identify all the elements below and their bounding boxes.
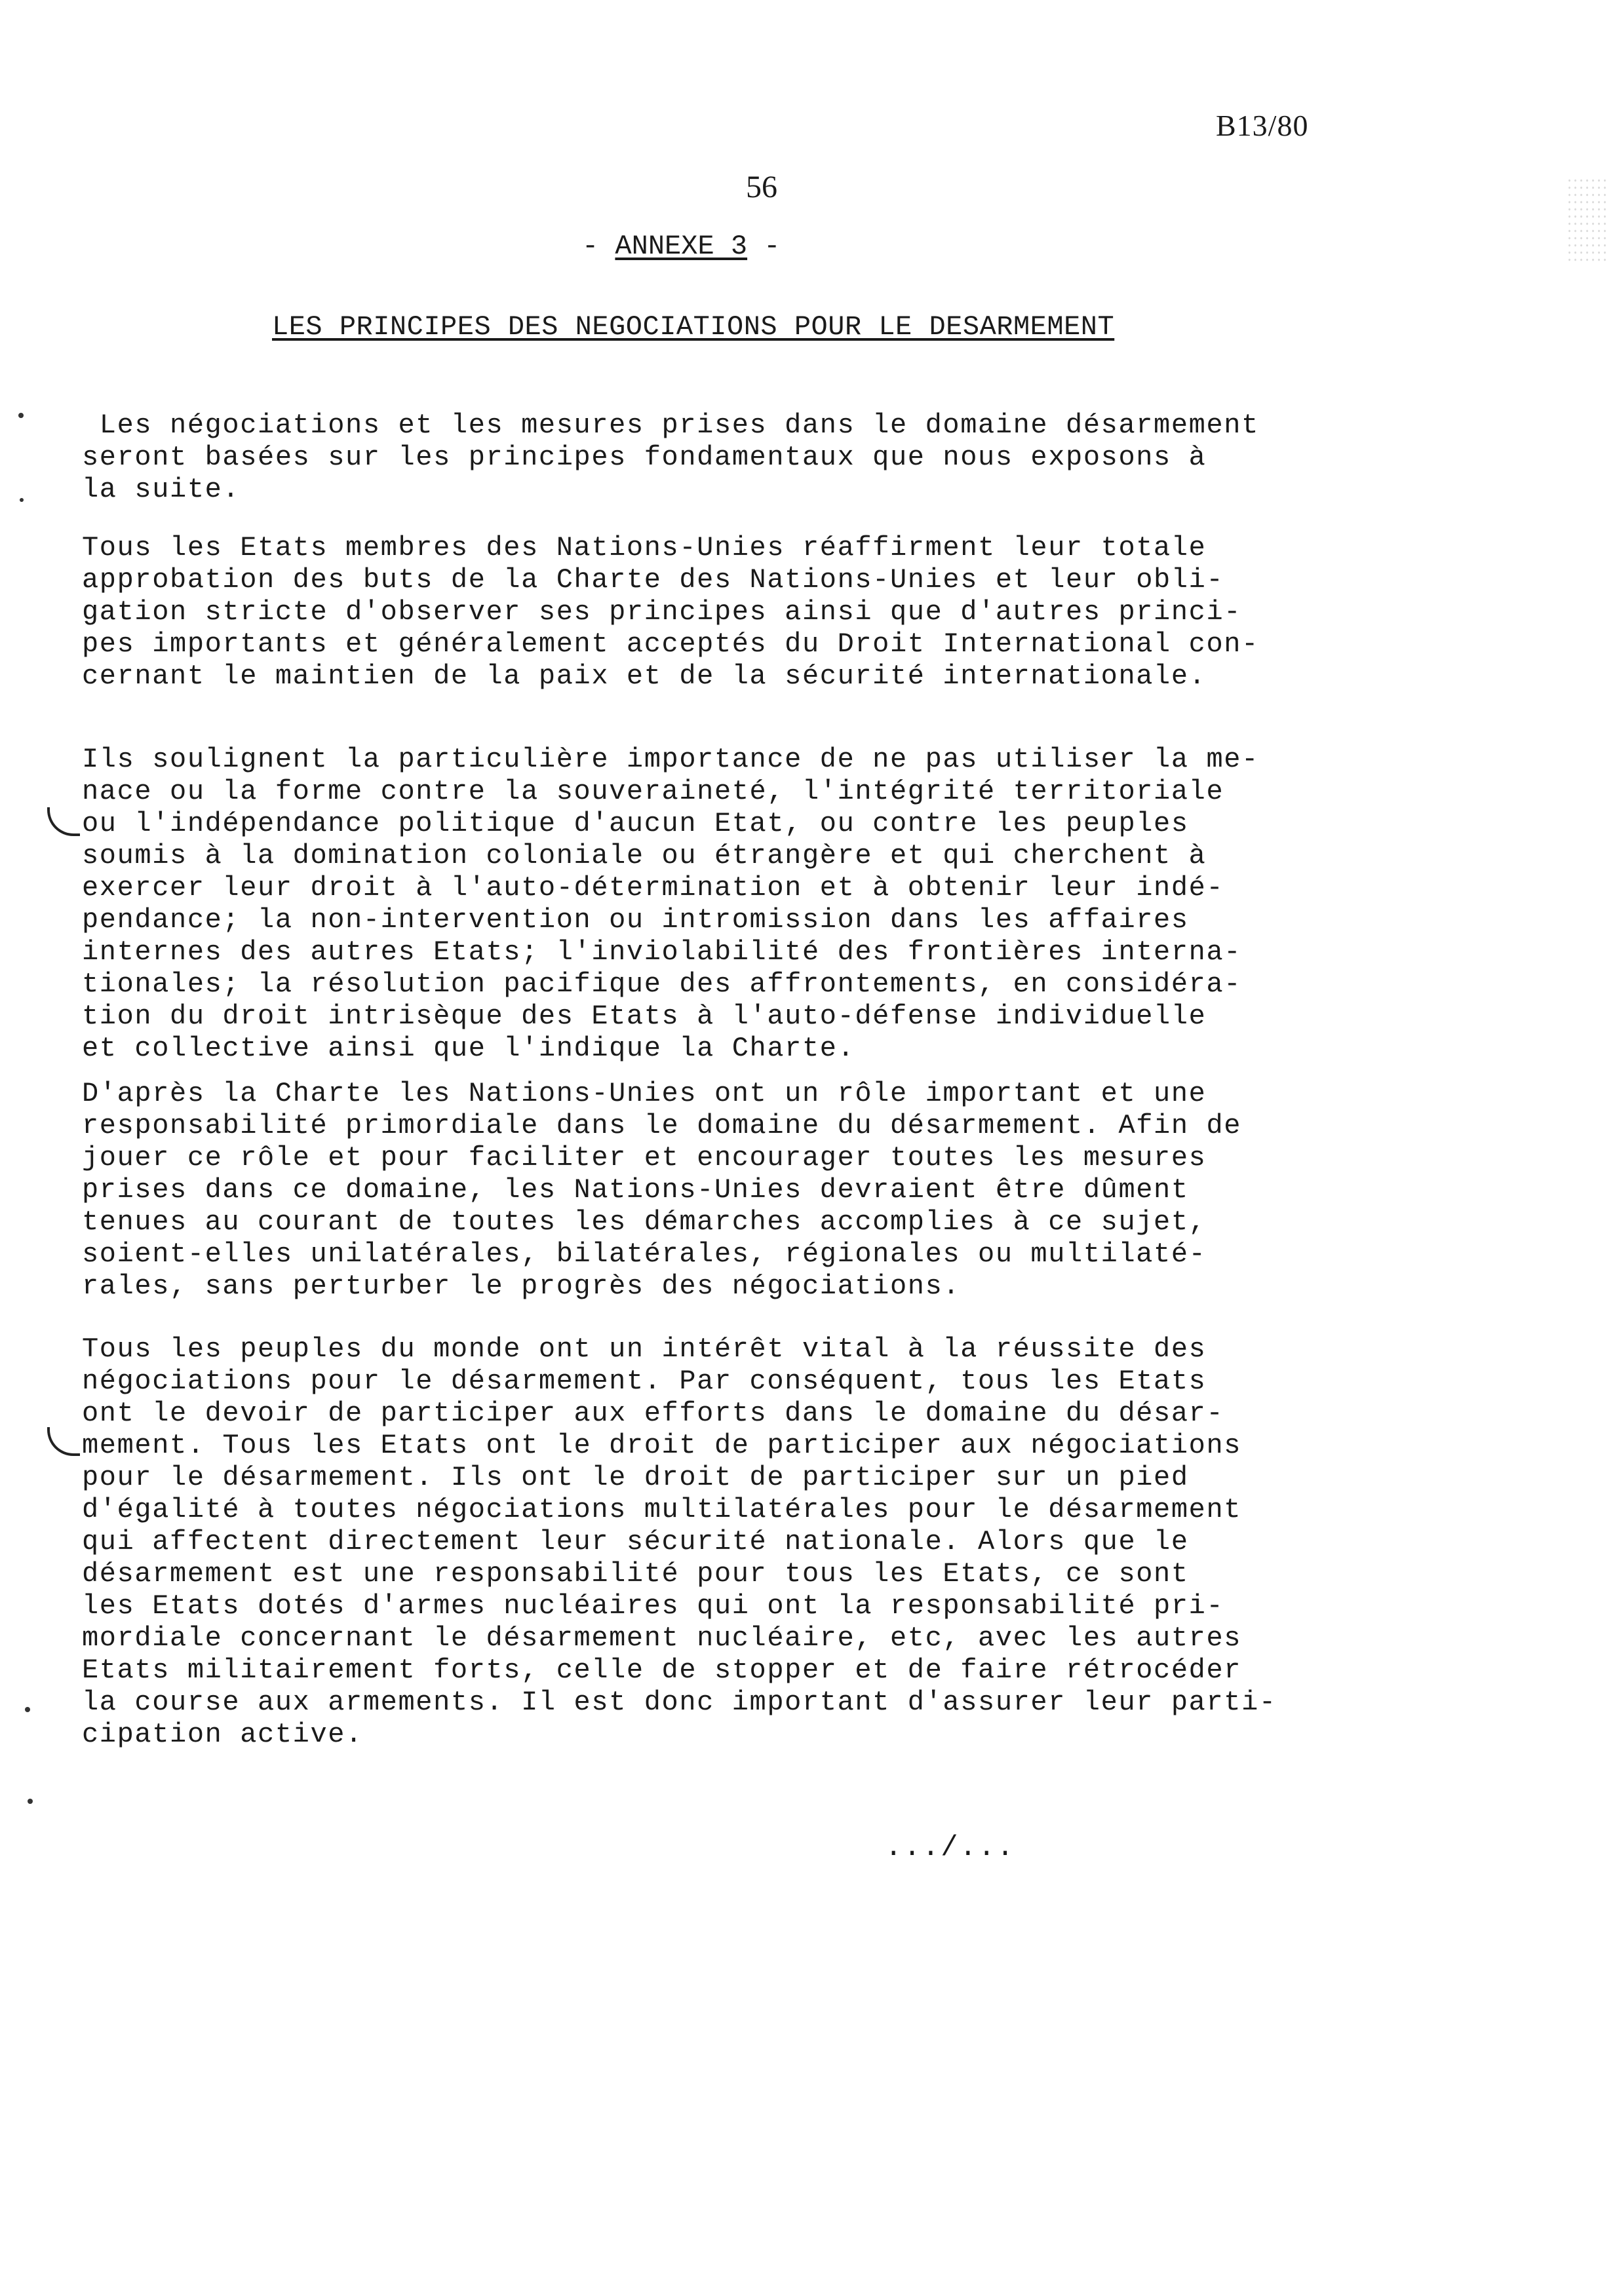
paragraph-line: d'égalité à toutes négociations multilatérales pour le désarmement [82,1494,1242,1525]
continuation-marker: .../... [885,1831,1015,1864]
annex-dash-right: - [747,231,781,262]
paragraph-3 [82,744,1426,1065]
paragraph-line: rales, sans perturber le progrès des négociations. [82,1271,961,1302]
paragraph-line: ou l'indépendance politique d'aucun Etat, ou contre les peuples [82,808,1189,839]
paragraph-line: prises dans ce domaine, les Nations-Unies devraient être dûment [82,1174,1189,1206]
document-title: LES PRINCIPES DES NEGOCIATIONS POUR LE DESARMEMENT [272,311,1115,343]
paragraph-line: Etats militairement forts, celle de stopper et de faire rétrocéder [82,1655,1242,1686]
paragraph-line: pendance; la non-intervention ou intromission dans les affaires [82,904,1189,936]
paragraph-line: gation stricte d'observer ses principes ainsi que d'autres princi- [82,596,1242,628]
paragraph-line: internes des autres Etats; l'inviolabilité des frontières interna- [82,936,1242,968]
document-reference: B13/80 [1216,109,1309,142]
paragraph-2 [82,532,1426,693]
paragraph-line: responsabilité primordiale dans le domaine du désarmement. Afin de [82,1110,1242,1141]
paragraph-line: Tous les peuples du monde ont un intérêt vital à la réussite des [82,1333,1207,1365]
paragraph-line: les Etats dotés d'armes nucléaires qui ont la responsabilité pri- [82,1590,1224,1622]
paragraph-line: seront basées sur les principes fondamentaux que nous exposons à [82,442,1207,473]
paragraph-line: soumis à la domination coloniale ou étrangère et qui cherchent à [82,840,1207,871]
paragraph-line: négociations pour le désarmement. Par conséquent, tous les Etats [82,1366,1207,1397]
paragraph-line: mement. Tous les Etats ont le droit de participer aux négociations [82,1430,1242,1461]
paragraph-line: cipation active. [82,1719,363,1750]
paragraph-line: qui affectent directement leur sécurité nationale. Alors que le [82,1526,1189,1558]
annex-heading [582,231,780,262]
margin-dot [28,1799,33,1804]
margin-dot [18,413,24,418]
paragraph-line: D'après la Charte les Nations-Unies ont un rôle important et une [82,1078,1207,1109]
paragraph-line: tenues au courant de toutes les démarches accomplies à ce sujet, [82,1206,1207,1238]
paragraph-line: la suite. [82,474,241,505]
paragraph-line: et collective ainsi que l'indique la Charte. [82,1033,855,1064]
paragraph-4 [82,1078,1426,1303]
margin-bracket-mark [47,807,80,836]
paragraph-5 [82,1333,1426,1751]
margin-dot [20,498,24,502]
annex-label: ANNEXE 3 [615,231,748,262]
paragraph-line: ont le devoir de participer aux efforts dans le domaine du désar- [82,1398,1224,1429]
paragraph-line: approbation des buts de la Charte des Nations-Unies et leur obli- [82,564,1224,596]
paragraph-line: nace ou la forme contre la souveraineté, l'intégrité territoriale [82,776,1224,807]
paragraph-line: Tous les Etats membres des Nations-Unies réaffirment leur totale [82,532,1207,564]
paragraph-line: Ils soulignent la particulière importance de ne pas utiliser la me- [82,744,1259,775]
margin-dot [25,1707,30,1712]
paragraph-1 [82,410,1426,506]
annex-dash-left: - [582,231,615,262]
paragraph-line: Les négociations et les mesures prises dans le domaine désarmement [82,410,1259,441]
paragraph-line: jouer ce rôle et pour faciliter et encourager toutes les mesures [82,1142,1207,1174]
paragraph-line: désarmement est une responsabilité pour tous les Etats, ce sont [82,1558,1189,1590]
paragraph-line: tion du droit intrisèque des Etats à l'auto-défense individuelle [82,1001,1207,1032]
paragraph-line: pour le désarmement. Ils ont le droit de participer sur un pied [82,1462,1189,1493]
paragraph-line: pes importants et généralement acceptés du Droit International con- [82,628,1259,660]
paragraph-line: cernant le maintien de la paix et de la sécurité internationale. [82,660,1207,692]
paragraph-line: la course aux armements. Il est donc important d'assurer leur parti- [82,1687,1277,1718]
paragraph-line: exercer leur droit à l'auto-détermination et à obtenir leur indé- [82,872,1224,904]
margin-bracket-mark [47,1427,80,1456]
paragraph-line: soient-elles unilatérales, bilatérales, régionales ou multilaté- [82,1238,1207,1270]
paragraph-line: mordiale concernant le désarmement nucléaire, etc, avec les autres [82,1622,1242,1654]
page-number: 56 [746,170,777,204]
paragraph-line: tionales; la résolution pacifique des affrontements, en considéra- [82,968,1242,1000]
scan-speckle [1566,177,1606,262]
